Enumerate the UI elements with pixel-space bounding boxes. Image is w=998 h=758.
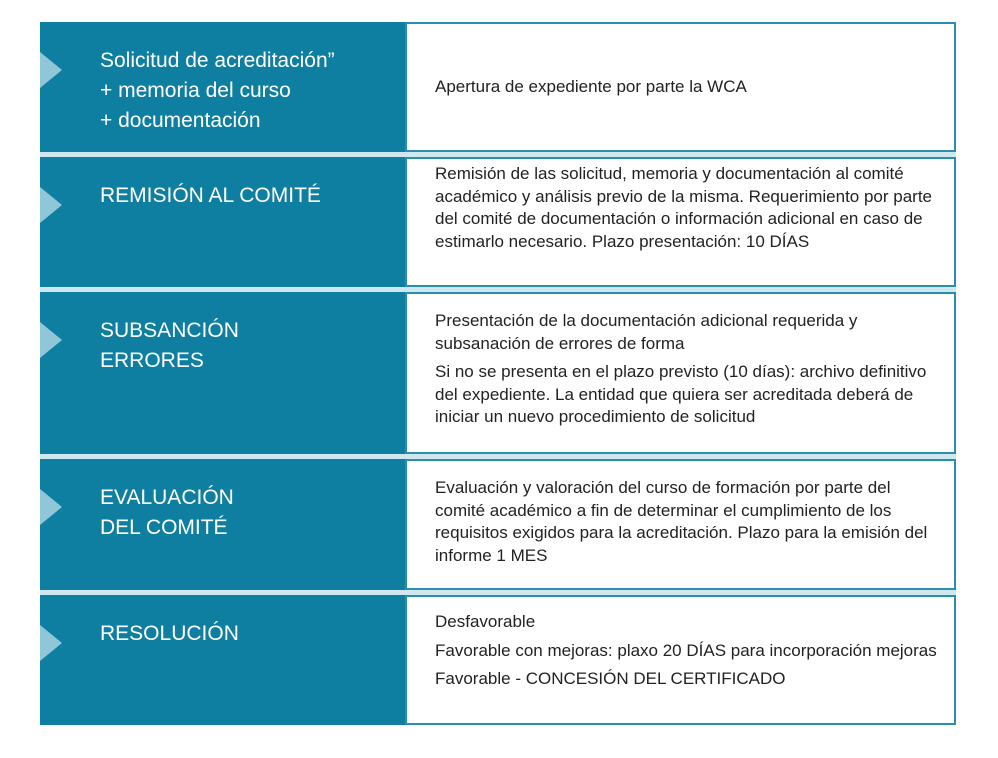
step-description-box <box>405 459 956 590</box>
step-description: Si no se presenta en el plazo previsto (10 días): archivo definitivo del expediente. La entidad que quiera ser acreditada deberá de iniciar un nuevo procedimiento de solicitud <box>435 362 927 426</box>
process-step <box>40 595 956 725</box>
step-title <box>100 483 234 543</box>
step-description: Desfavorable <box>435 612 536 631</box>
step-title-line: EVALUACIÓN <box>100 486 234 509</box>
step-description-box <box>405 22 956 152</box>
step-title-line: ERRORES <box>100 349 204 372</box>
chevron-right-icon <box>40 52 62 88</box>
step-title <box>100 181 321 211</box>
step-title-box <box>40 595 405 725</box>
chevron-right-icon <box>40 489 62 525</box>
step-title-line: + memoria del curso <box>100 79 291 102</box>
step-title-box <box>40 22 405 152</box>
step-title <box>100 316 239 376</box>
chevron-right-icon <box>40 187 62 223</box>
step-title-line: DEL COMITÉ <box>100 516 228 539</box>
step-title-line: Solicitud de acreditación” <box>100 49 335 72</box>
step-description: Evaluación y valoración del curso de formación por parte del comité académico a fin de determinar el cumplimiento de los requisitos exigidos para la acreditación. Plazo para la emisión del informe 1 MES <box>435 478 928 565</box>
step-description: Apertura de expediente por parte la WCA <box>435 77 747 96</box>
step-description: Presentación de la documentación adicional requerida y subsanación de errores de forma <box>435 311 858 353</box>
step-description-box <box>405 595 956 725</box>
step-title-box <box>40 292 405 454</box>
step-title-box <box>40 157 405 287</box>
step-title-line: SUBSANCIÓN <box>100 319 239 342</box>
step-description: Remisión de las solicitud, memoria y documentación al comité académico y análisis previo de la misma. Requerimiento por parte del comité de documentación o información adicional en caso de estimarlo necesario. Plazo presentación: 10 DÍAS <box>435 164 933 251</box>
process-step <box>40 459 956 590</box>
step-title-line: RESOLUCIÓN <box>100 622 239 645</box>
step-title-line: REMISIÓN AL COMITÉ <box>100 184 321 207</box>
process-step <box>40 22 956 152</box>
step-description-box <box>405 292 956 454</box>
chevron-right-icon <box>40 625 62 661</box>
process-step <box>40 157 956 287</box>
step-description: Favorable con mejoras: plaxo 20 DÍAS para incorporación mejoras <box>435 640 937 660</box>
step-title-line: + documentación <box>100 109 261 132</box>
step-description: Favorable - CONCESIÓN DEL CERTIFICADO <box>435 669 786 688</box>
step-description-box <box>405 157 956 287</box>
step-title <box>100 46 335 136</box>
process-step <box>40 292 956 454</box>
step-title <box>100 619 239 649</box>
chevron-right-icon <box>40 322 62 358</box>
step-title-box <box>40 459 405 590</box>
